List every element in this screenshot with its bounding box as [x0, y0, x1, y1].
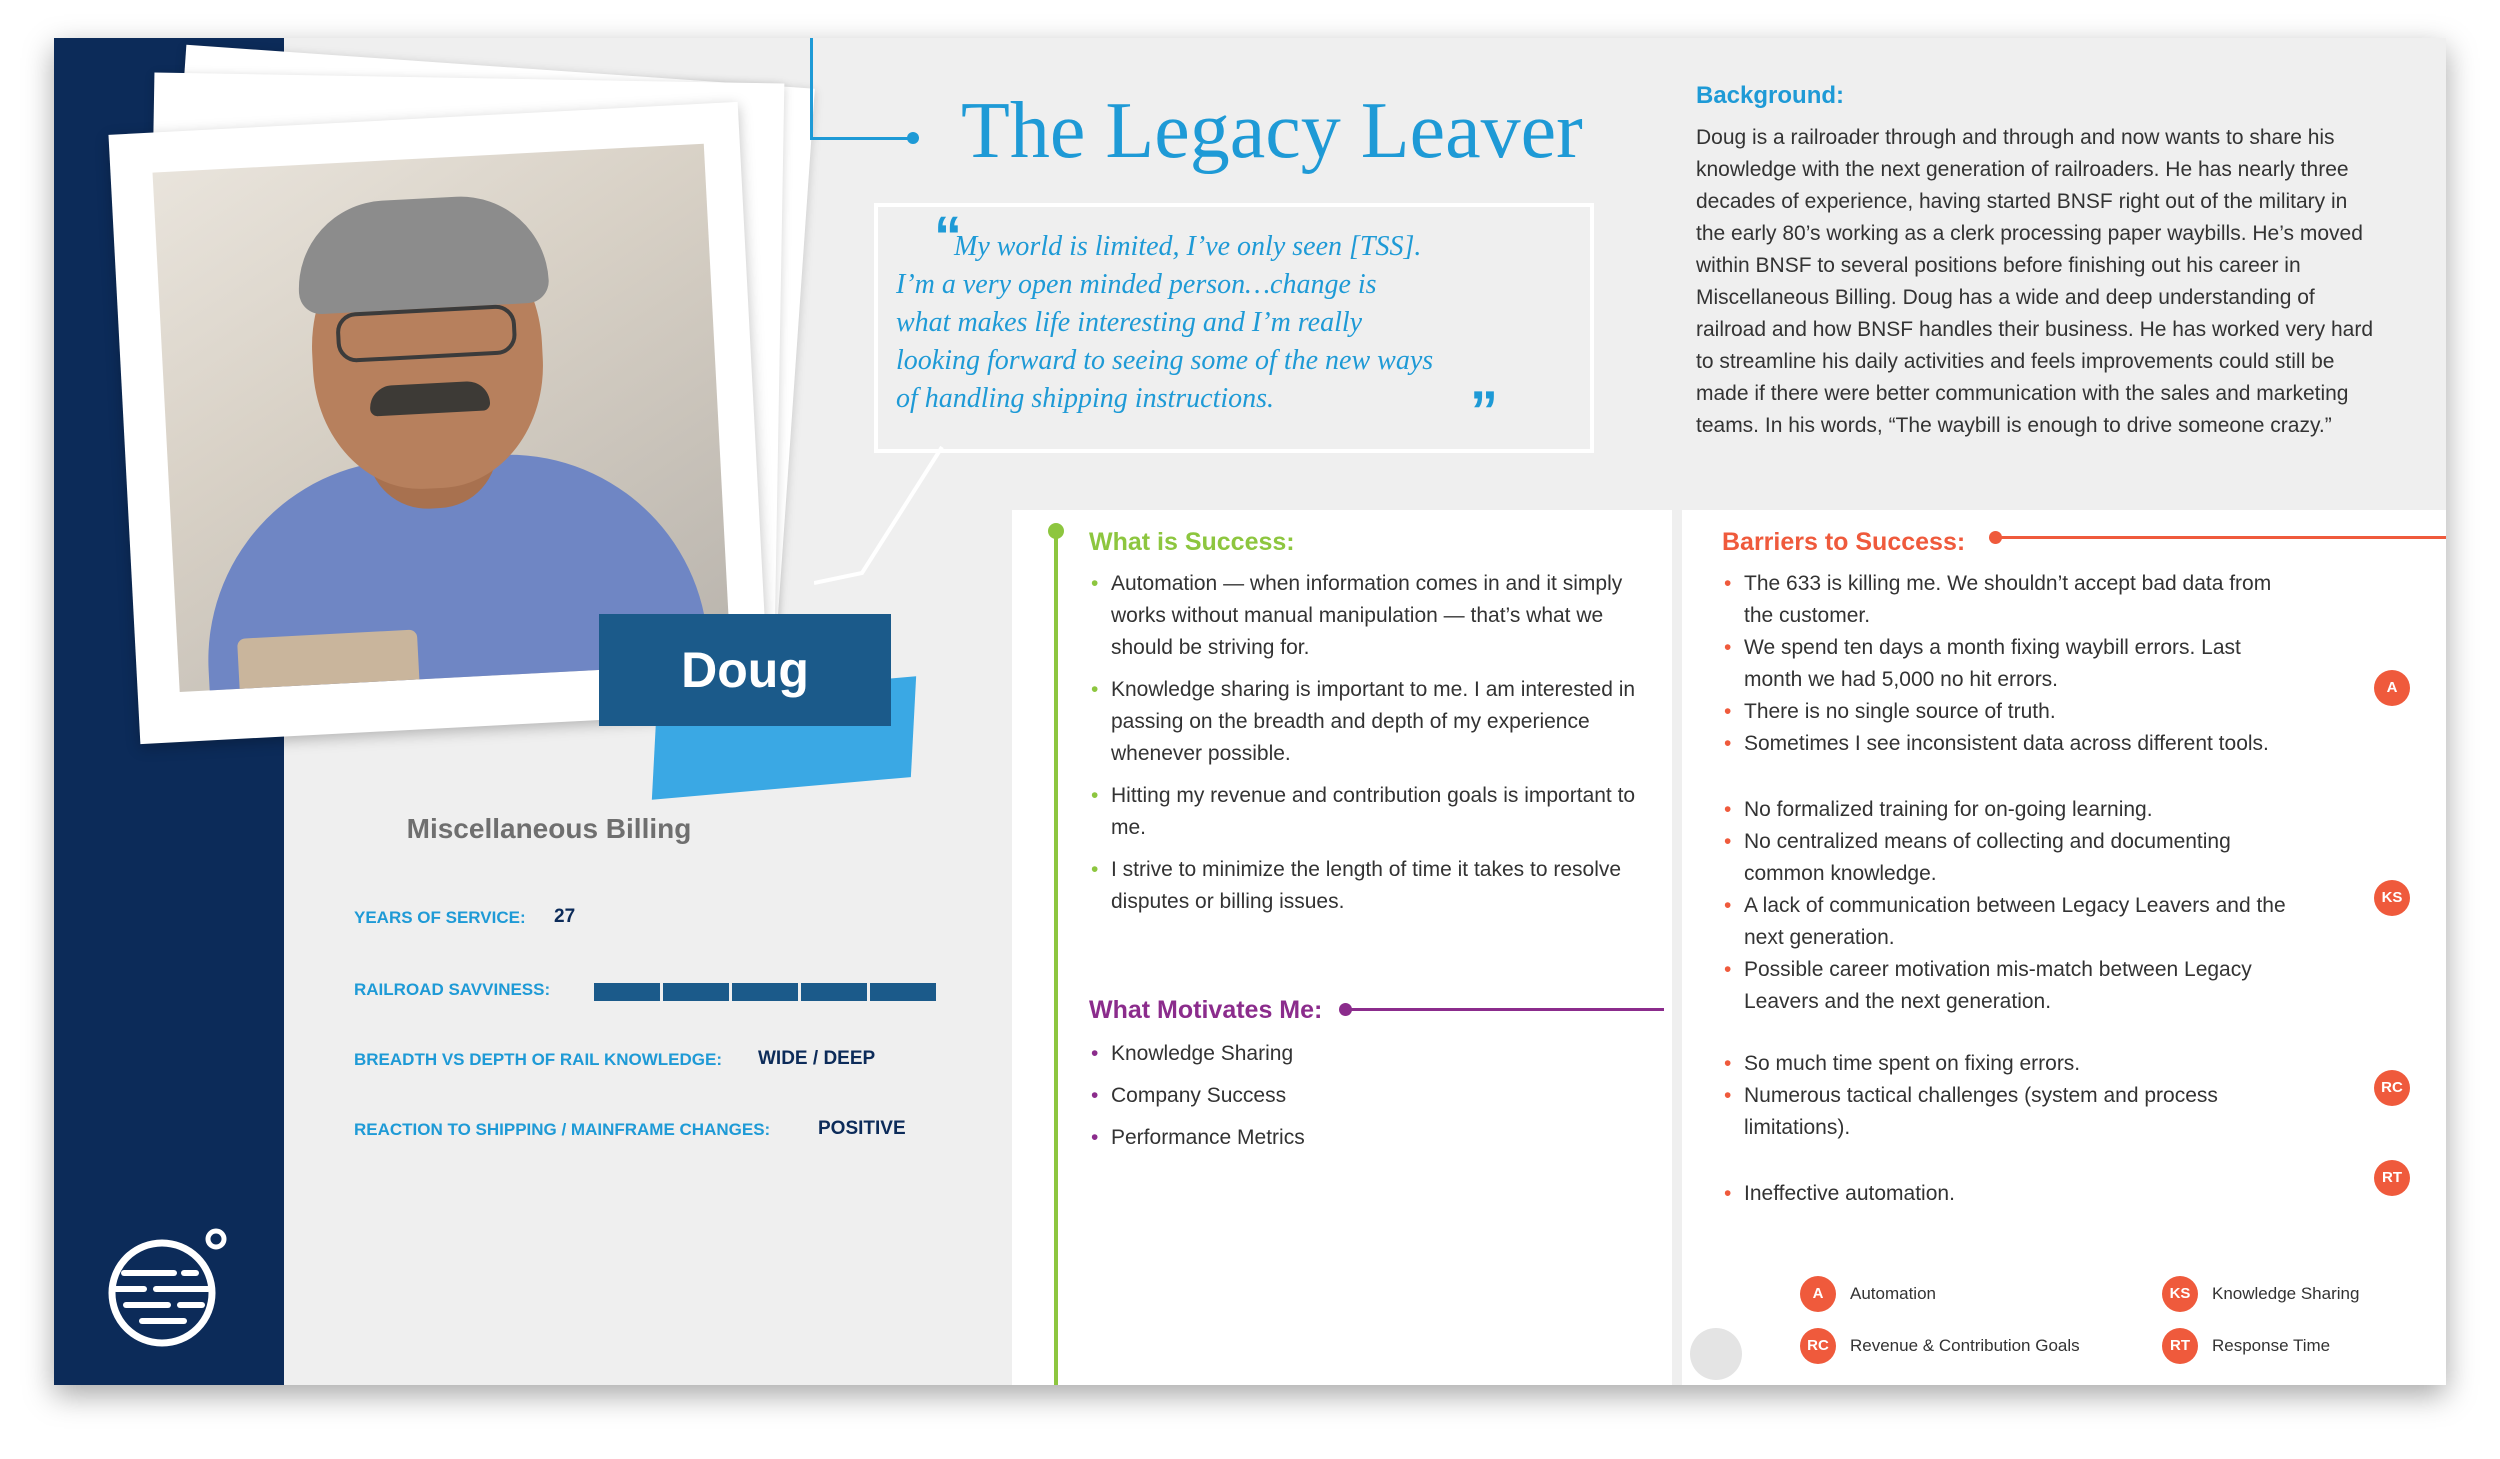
- legend-badge-knowledge-sharing: KS: [2162, 1276, 2198, 1312]
- list-item: • Knowledge Sharing: [1089, 1038, 1649, 1070]
- background-line: railroad and how BNSF handles their business. He has worked very hard: [1696, 318, 2374, 341]
- list-item: • A lack of communication between Legacy Leavers and the next generation.: [1722, 890, 2362, 954]
- breadth-depth-label: BREADTH VS DEPTH OF RAIL KNOWLEDGE:: [354, 1050, 723, 1069]
- list-item: • Company Success: [1089, 1080, 1649, 1112]
- barriers-line: [1996, 536, 2446, 539]
- quote-line: I’m a very open minded person…change is: [896, 269, 1377, 300]
- list-item: • I strive to minimize the length of time it takes to resolve disputes or billing issues.: [1089, 854, 1664, 918]
- motivates-heading: What Motivates Me:: [1089, 996, 1323, 1024]
- panel-divider-circle: [1690, 1328, 1742, 1380]
- quote-tail: [814, 443, 974, 603]
- savviness-segment: [870, 983, 936, 1001]
- success-list: [1089, 568, 1664, 918]
- background-line: to streamline his daily activities and feels improvements could still be: [1696, 350, 2335, 373]
- background-text: [1696, 122, 2401, 442]
- legend-badge-revenue: RC: [1800, 1328, 1836, 1364]
- railroad-savviness-label: RAILROAD SAVVINESS:: [354, 980, 551, 999]
- breadth-depth-value: WIDE / DEEP: [758, 1048, 876, 1069]
- years-of-service-label: YEARS OF SERVICE:: [354, 908, 526, 927]
- quote-line: of handling shipping instructions.: [896, 383, 1275, 414]
- badge-response-time: RT: [2374, 1160, 2410, 1196]
- background-line: the early 80’s working as a clerk processing paper waybills. He’s moved: [1696, 222, 2363, 245]
- legend-label-knowledge-sharing: Knowledge Sharing: [2212, 1284, 2360, 1303]
- list-item: • The 633 is killing me. We shouldn’t accept bad data from the customer.: [1722, 568, 2362, 632]
- title-connector-dot: [907, 132, 919, 144]
- badge-revenue: RC: [2374, 1070, 2410, 1106]
- success-heading: What is Success:: [1089, 528, 1295, 556]
- list-item: • Numerous tactical challenges (system and process limitations).: [1722, 1080, 2362, 1144]
- reaction-value: POSITIVE: [818, 1118, 906, 1139]
- legend-label-response-time: Response Time: [2212, 1336, 2331, 1355]
- barriers-heading: Barriers to Success:: [1722, 528, 1966, 556]
- background-heading: Background:: [1696, 82, 1845, 109]
- quote-line: what makes life interesting and I’m really: [896, 307, 1363, 338]
- savviness-segment: [801, 983, 867, 1001]
- globe-logo-icon: [104, 1223, 234, 1353]
- savviness-segment: [594, 983, 660, 1001]
- title-connector: [810, 38, 910, 140]
- background-line: Miscellaneous Billing. Doug has a wide and deep understanding of: [1696, 286, 2315, 309]
- persona-title: The Legacy Leaver: [961, 87, 1583, 175]
- list-item: • Automation — when information comes in and it simply works without manual manipulation — that’s what we should be striving for.: [1089, 568, 1664, 664]
- motivates-list: [1089, 1038, 1649, 1154]
- legend-label-revenue: Revenue & Contribution Goals: [1850, 1336, 2080, 1355]
- reaction-label: REACTION TO SHIPPING / MAINFRAME CHANGES:: [354, 1120, 771, 1139]
- quote-close-mark: ”: [1470, 379, 1498, 442]
- list-item: • Hitting my revenue and contribution goals is important to me.: [1089, 780, 1664, 844]
- list-item: • We spend ten days a month fixing waybill errors. Last month we had 5,000 no hit errors.: [1722, 632, 2362, 696]
- list-item: • No centralized means of collecting and documenting common knowledge.: [1722, 826, 2362, 890]
- persona-card: [54, 38, 2446, 1385]
- badge-automation: A: [2374, 670, 2410, 706]
- legend-badge-automation: A: [1800, 1276, 1836, 1312]
- background-line: teams. In his words, “The waybill is enough to drive someone crazy.”: [1696, 414, 2332, 437]
- motivates-line: [1344, 1008, 1664, 1011]
- barriers-group-automation: [1722, 568, 2362, 760]
- barriers-group-knowledge: [1722, 794, 2362, 1018]
- persona-name: Doug: [599, 614, 891, 726]
- list-item: • Performance Metrics: [1089, 1122, 1649, 1154]
- background-line: decades of experience, having started BNSF right out of the military in: [1696, 190, 2348, 213]
- barriers-group-revenue: [1722, 1048, 2362, 1144]
- list-item: • Possible career motivation mis-match between Legacy Leavers and the next generation.: [1722, 954, 2362, 1018]
- quote-line: My world is limited, I’ve only seen [TSS].: [954, 231, 1422, 262]
- background-line: Doug is a railroader through and through and now wants to share his: [1696, 126, 2335, 149]
- savviness-segment: [732, 983, 798, 1001]
- quote-open-mark: “: [934, 204, 962, 267]
- list-item: • There is no single source of truth.: [1722, 696, 2362, 728]
- persona-photo: [153, 144, 731, 692]
- background-line: knowledge with the next generation of railroaders. He has nearly three: [1696, 158, 2349, 181]
- badge-knowledge-sharing: KS: [2374, 880, 2410, 916]
- persona-role: Miscellaneous Billing: [406, 813, 692, 844]
- list-item: • Sometimes I see inconsistent data across different tools.: [1722, 728, 2362, 760]
- success-timeline-dot: [1048, 523, 1064, 539]
- list-item: • No formalized training for on-going learning.: [1722, 794, 2362, 826]
- barriers-group-response: [1722, 1178, 2362, 1210]
- legend-badge-response-time: RT: [2162, 1328, 2198, 1364]
- legend-label-automation: Automation: [1850, 1284, 1936, 1303]
- quote-line: looking forward to seeing some of the new ways: [896, 345, 1434, 376]
- list-item: • Ineffective automation.: [1722, 1178, 2362, 1210]
- success-timeline: [1054, 528, 1058, 1385]
- background-line: within BNSF to several positions before finishing out his career in: [1696, 254, 2301, 277]
- savviness-segment: [663, 983, 729, 1001]
- list-item: • Knowledge sharing is important to me. I am interested in passing on the breadth and depth of my experience whenever possible.: [1089, 674, 1664, 770]
- years-of-service-value: 27: [554, 906, 576, 927]
- background-line: made if there were better communication with the sales and marketing: [1696, 382, 2349, 405]
- list-item: • So much time spent on fixing errors.: [1722, 1048, 2362, 1080]
